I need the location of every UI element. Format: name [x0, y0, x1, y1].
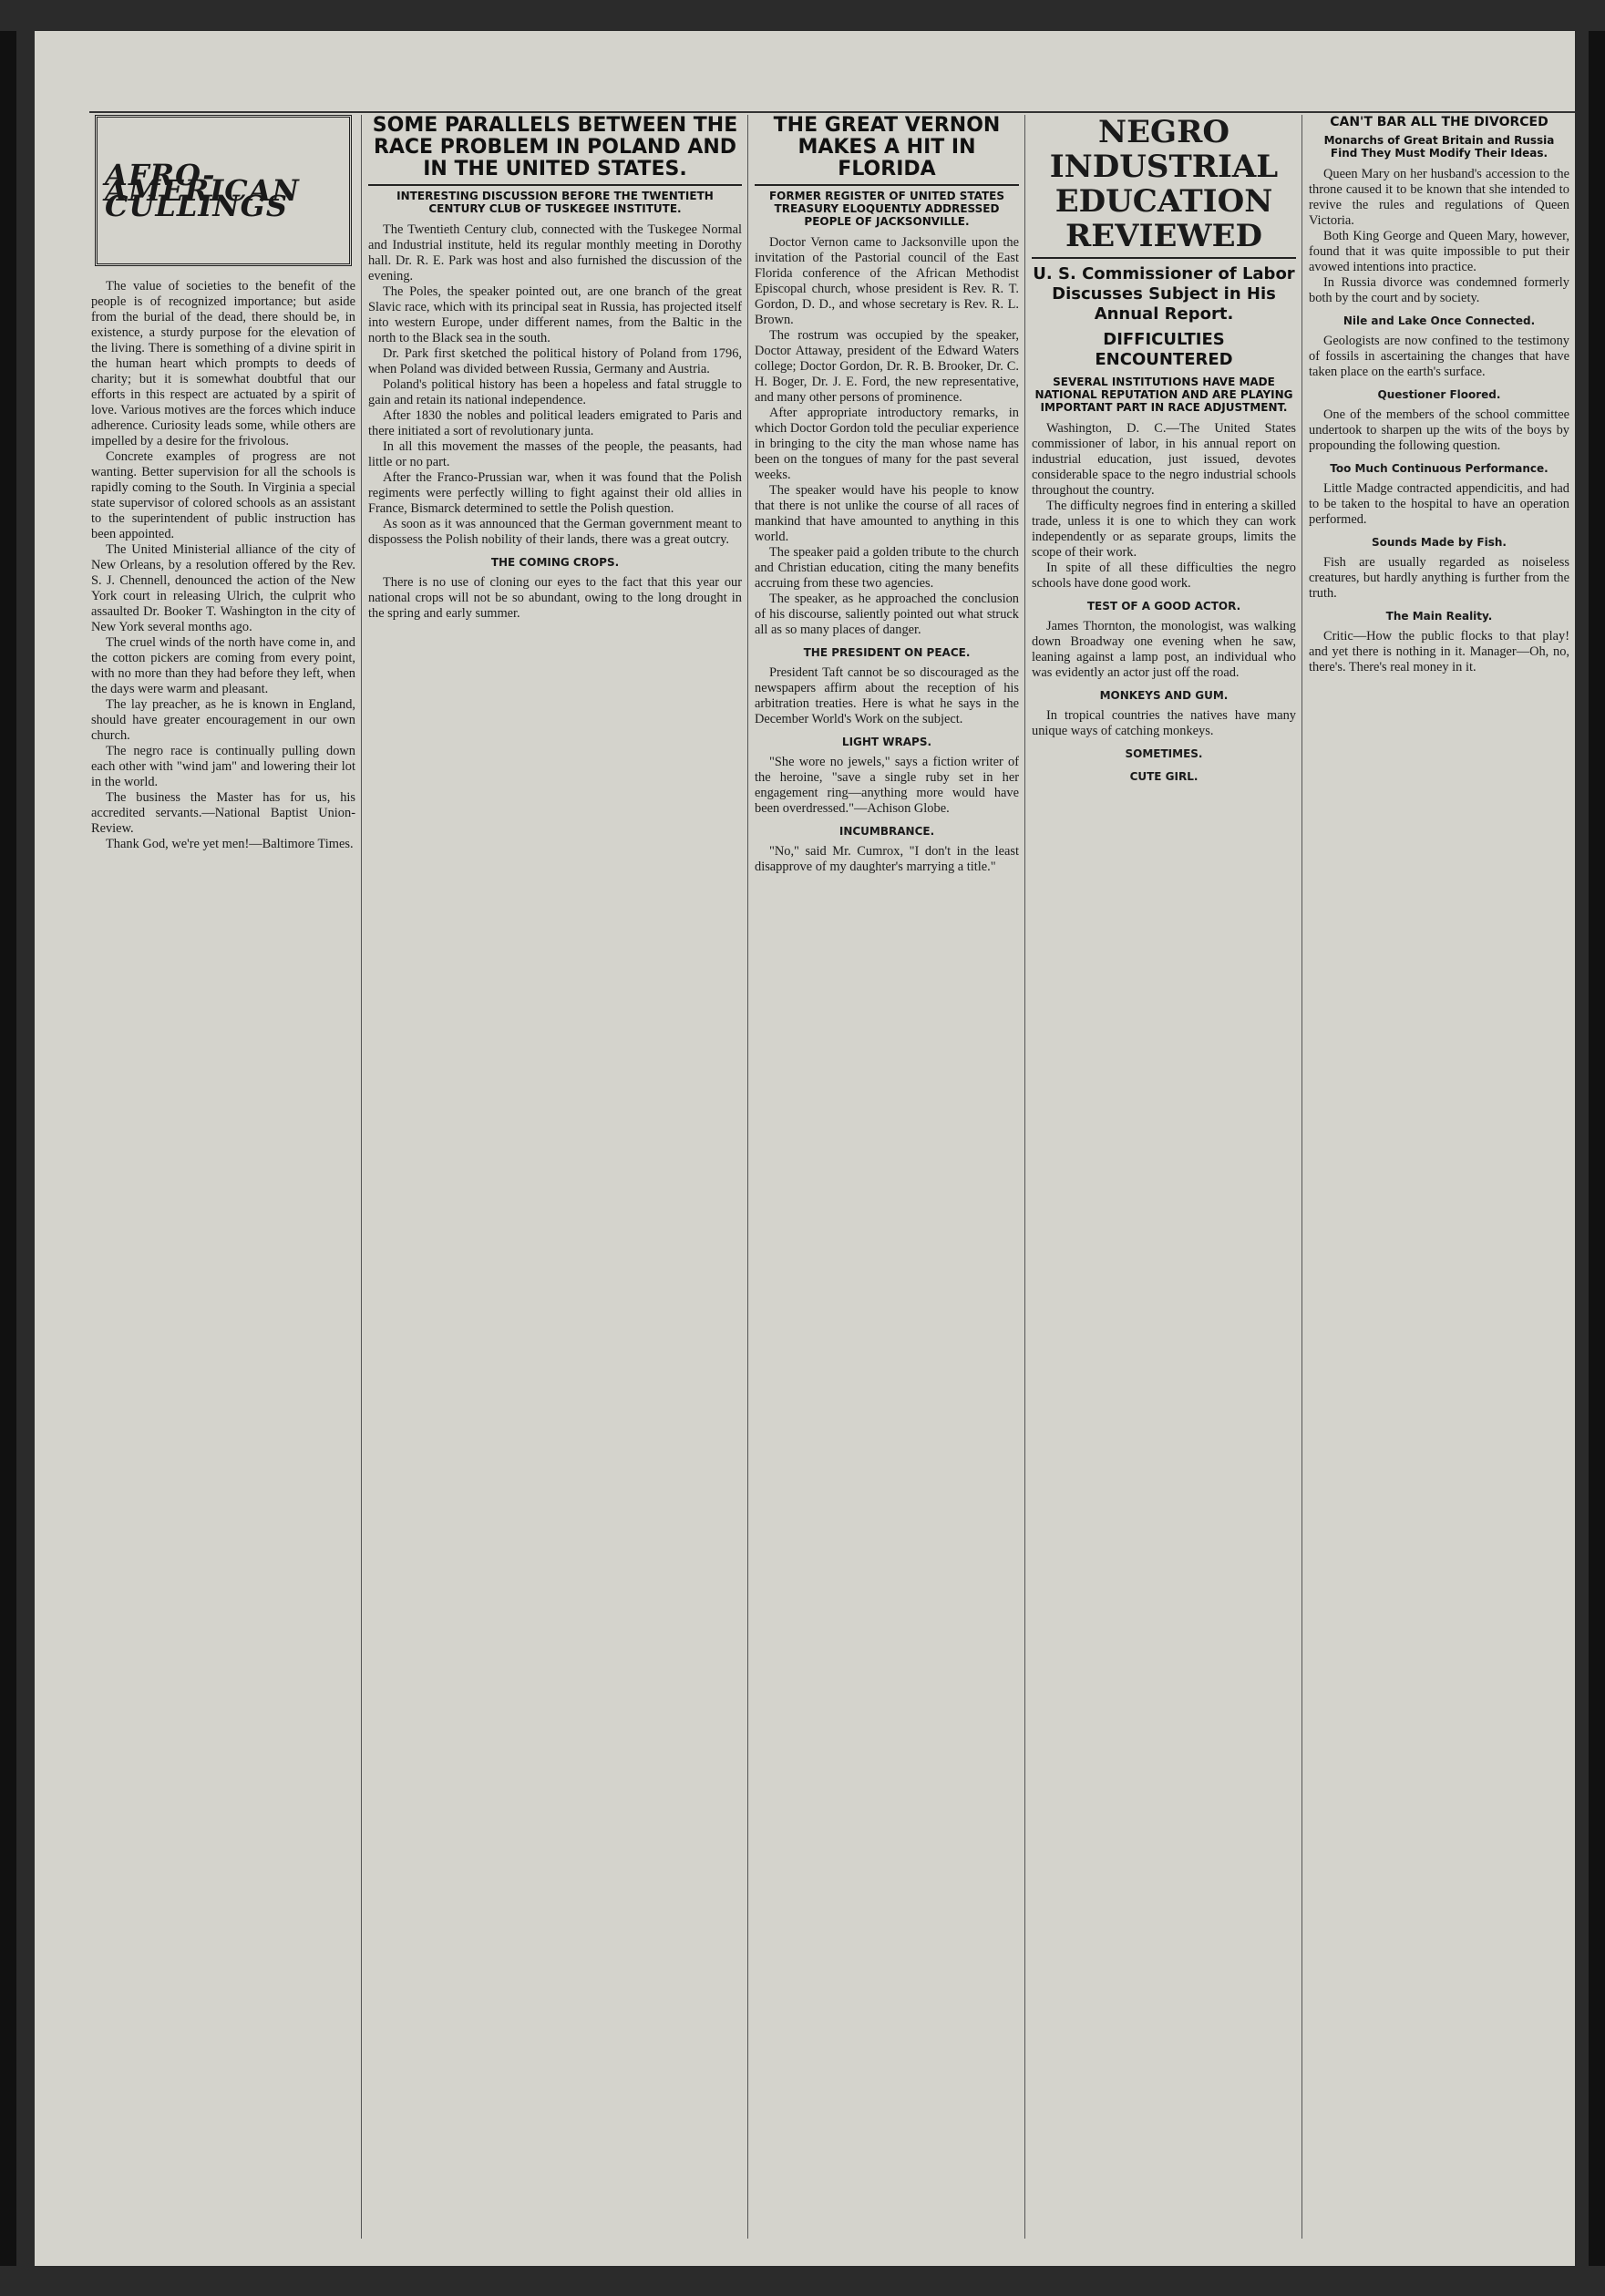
paragraph: The United Ministerial alliance of the city of New Orleans, by a resolution offered by the Rev. S. J. Chennell, denounced the action of the New York court in releasing Ulrich, the culprit who assaulted Dr. Booker T. Washington in the city of New York several months ago.: [91, 542, 355, 634]
column-divorced: [1309, 115, 1569, 2239]
paragraph: Little Madge contracted appendicitis, and had to be taken to the hospital to have an operation performed.: [1309, 481, 1569, 527]
section-heading: The Main Reality.: [1385, 610, 1493, 623]
headline: THE GREAT VERNON MAKES A HIT IN FLORIDA: [773, 115, 1001, 180]
left-scan-edge: [0, 31, 16, 2266]
paragraph: President Taft cannot be so discouraged as the newspapers affirm about the reception of his arbitration treaties. Here is what he says in the December World's Work on the subject.: [755, 665, 1019, 726]
paragraph: After 1830 the nobles and political leaders emigrated to Paris and there initiated a sort of revolutionary junta.: [368, 408, 742, 438]
paragraph: The business the Master has for us, his accredited servants.—National Baptist Union-Review.: [91, 790, 355, 836]
paragraph: In all this movement the masses of the people, the peasants, had little or no part.: [368, 439, 742, 469]
paragraph: The speaker paid a golden tribute to the church and Christian education, citing the many benefits accruing from these two agencies.: [755, 545, 1019, 591]
column-rule: [1024, 115, 1025, 2239]
paragraph: One of the members of the school committee undertook to sharpen up the wits of the boys by propounding the following question.: [1309, 407, 1569, 453]
paragraph: "No," said Mr. Cumrox, "I don't in the least disapprove of my daughter's marrying a title.": [755, 844, 1019, 874]
section-heading: CUTE GIRL.: [1129, 770, 1199, 783]
paragraph: After appropriate introductory remarks, in which Doctor Gordon told the peculiar experience in bringing to the city the man whose name has been on the tongues of many for the past several weeks.: [755, 406, 1019, 482]
section-heading: THE COMING CROPS.: [490, 556, 620, 569]
paragraph: Both King George and Queen Mary, however, found that it was quite impossible to put their avowed intentions into practice.: [1309, 229, 1569, 274]
section-heading: SOMETIMES.: [1125, 747, 1203, 760]
paragraph: The negro race is continually pulling down each other with "wind jam" and lowering their lot in the world.: [91, 744, 355, 789]
paragraph: Washington, D. C.—The United States commissioner of labor, in his annual report on industrial education, just issued, devotes considerable space to the negro industrial schools throughout the country.: [1032, 421, 1296, 498]
section-heading: Sounds Made by Fish.: [1372, 536, 1507, 549]
paragraph: James Thornton, the monologist, was walking down Broadway one evening when he saw, leaning against a lamp post, an individual who was evidently an actor just off the road.: [1032, 619, 1296, 680]
right-scan-edge: [1589, 31, 1605, 2266]
paragraph: The speaker would have his people to know that there is not unlike the course of all races of mankind that have amounted to anything in this world.: [755, 483, 1019, 544]
paragraph: Fish are usually regarded as noiseless creatures, but hardly anything is further from the truth.: [1309, 555, 1569, 601]
paragraph: The difficulty negroes find in entering a skilled trade, unless it is one to which they can work independently or as separate groups, limits the scope of their work.: [1032, 499, 1296, 560]
paragraph: Doctor Vernon came to Jacksonville upon the invitation of the Pastorial council of the East Florida conference of the African Methodist Episcopal church, whose president is Rev. R. T. Gordon, D. D., and whose secretary is Rev. R. L. Brown.: [755, 235, 1019, 327]
paragraph: Poland's political history has been a hopeless and fatal struggle to gain and retain its national independence.: [368, 377, 742, 407]
paragraph: There is no use of cloning our eyes to the fact that this year our national crops will not be so abundant, owing to the long drought in the spring and early summer.: [368, 575, 742, 621]
paragraph: Critic—How the public flocks to that play! and yet there is nothing in it. Manager—Oh, no, there's. There's real money in it.: [1309, 629, 1569, 674]
newsprint-sheet: [35, 31, 1575, 2266]
section-heading: Too Much Continuous Performance.: [1330, 462, 1548, 475]
paragraph: The Twentieth Century club, connected with the Tuskegee Normal and Industrial institute, held its regular monthly meeting in Dorothy hall. Dr. R. E. Park was host and also furnished the discussion of the evening.: [368, 222, 742, 283]
paragraph: Concrete examples of progress are not wanting. Better supervision for all the schools is rapidly coming to the South. In Virginia a special state supervisor of colored schools as an assistant to the superintendent of public instruction has been appointed.: [91, 449, 355, 541]
section-heading: Questioner Floored.: [1377, 388, 1501, 401]
subhead: FORMER REGISTER OF UNITED STATES TREASURY ELOQUENTLY ADDRESSED PEOPLE OF JACKSONVILLE.: [768, 190, 1005, 228]
paragraph: Geologists are now confined to the testimony of fossils in ascertaining the changes that have taken place on the earth's surface.: [1309, 334, 1569, 379]
column-great-vernon: [755, 115, 1019, 2239]
column-rule: [747, 115, 748, 2239]
paragraph: "She wore no jewels," says a fiction writer of the heroine, "save a single ruby set in her engagement ring—anything more would have been overdressed."—Achison Globe.: [755, 755, 1019, 816]
paragraph: Queen Mary on her husband's accession to the throne caused it to be known that she intended to revive the rules and regulations of Queen Victoria.: [1309, 167, 1569, 228]
paragraph: Thank God, we're yet men!—Baltimore Times.: [106, 837, 354, 851]
column-negro-industrial-education: [1032, 115, 1296, 2239]
section-heading: INCUMBRANCE.: [839, 825, 935, 838]
headline: AFRO-AMERICAN CULLINGS: [105, 157, 300, 223]
paragraph: As soon as it was announced that the German government meant to dispossess the Polish nobility of their lands, there was a great outcry.: [368, 517, 742, 547]
paragraph: The Poles, the speaker pointed out, are one branch of the great Slavic race, which with its principal seat in Russia, has projected itself into western Europe, under different names, from the Baltic in the north to the Black sea in the south.: [368, 284, 742, 345]
divider: [1032, 257, 1296, 259]
headline: SOME PARALLELS BETWEEN THE RACE PROBLEM IN POLAND AND IN THE UNITED STATES.: [372, 115, 738, 180]
paragraph: The rostrum was occupied by the speaker, Doctor Attaway, president of the Edward Waters college; Doctor Gordon, Dr. R. B. Brooker, Dr. C. H. Boger, Dr. J. E. Ford, the new representative, and many other persons of prominence.: [755, 328, 1019, 405]
subhead: Monarchs of Great Britain and Russia Find They Must Modify Their Ideas.: [1323, 134, 1555, 160]
paragraph: The value of societies to the benefit of the people is of recognized importance; but aside from the burial of the dead, there should be, in existence, a sturdy purpose for the elevation of the living. There is something of a divine spirit in the human heart which prompts to deeds of charity; but it is somewhat doubtful that our efforts in this respect are actuated by a spirit of love. Various motives are the forces which induce adherence. Curiosity leads some, while others are impelled by a desire for the frivolous.: [91, 279, 355, 448]
divider: [368, 184, 742, 186]
column-afro-american-cullings: [91, 115, 355, 2239]
subhead-difficulties: DIFFICULTIES ENCOUNTERED: [1095, 330, 1233, 369]
subhead: INTERESTING DISCUSSION BEFORE THE TWENTIETH CENTURY CLUB OF TUSKEGEE INSTITUTE.: [396, 190, 714, 215]
paragraph: After the Franco-Prussian war, when it was found that the Polish regiments were perfectly willing to fight against their old allies in France, Bismarck determined to settle the Polish question.: [368, 470, 742, 516]
headline: CAN'T BAR ALL THE DIVORCED: [1330, 115, 1548, 129]
paragraph: In tropical countries the natives have many unique ways of catching monkeys.: [1032, 708, 1296, 738]
column-rule: [361, 115, 362, 2239]
section-heading: Nile and Lake Once Connected.: [1343, 314, 1536, 327]
section-heading: THE PRESIDENT ON PEACE.: [803, 646, 971, 659]
column-poland-parallels: [368, 115, 742, 2239]
column-rule: [1301, 115, 1302, 2239]
section-heading: MONKEYS AND GUM.: [1099, 689, 1229, 702]
subhead-institutions: SEVERAL INSTITUTIONS HAVE MADE NATIONAL REPUTATION AND ARE PLAYING IMPORTANT PART IN RACE ADJUSTMENT.: [1034, 376, 1293, 414]
section-heading: TEST OF A GOOD ACTOR.: [1086, 600, 1241, 613]
paragraph: In spite of all these difficulties the negro schools have done good work.: [1032, 561, 1296, 591]
col1-body: [91, 279, 355, 852]
paragraph: The speaker, as he approached the conclusion of his discourse, saliently pointed out what struck all as so many places of danger.: [755, 592, 1019, 637]
paragraph: The cruel winds of the north have come in, and the cotton pickers are coming from every point, with no more than they had before they left, when the days were warm and pleasant.: [91, 635, 355, 696]
paragraph: In Russia divorce was condemned formerly both by the court and by society.: [1309, 275, 1569, 305]
paragraph: The lay preacher, as he is known in England, should have greater encouragement in our own church.: [91, 697, 355, 743]
divider: [755, 184, 1019, 186]
paragraph: Dr. Park first sketched the political history of Poland from 1796, when Poland was divided between Russia, Germany and Austria.: [368, 346, 742, 376]
top-rule: [89, 111, 1575, 113]
headline: NEGRO INDUSTRIAL EDUCATION REVIEWED: [1049, 115, 1279, 254]
headline-box: [95, 115, 352, 266]
subhead: U. S. Commissioner of Labor Discusses Subject in His Annual Report.: [1033, 264, 1295, 324]
section-heading: LIGHT WRAPS.: [841, 736, 932, 748]
